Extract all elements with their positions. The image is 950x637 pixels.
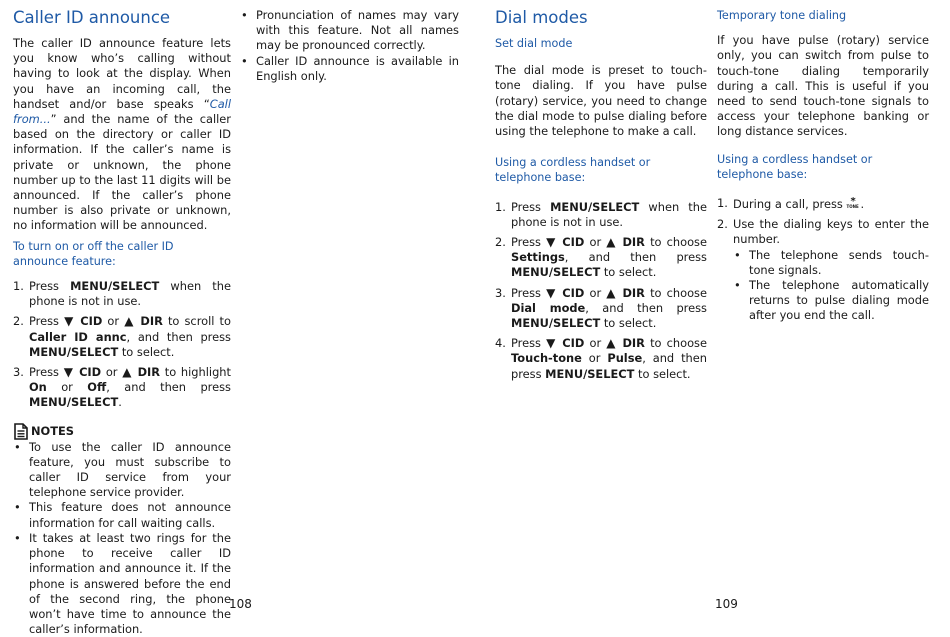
step-key: DIR bbox=[617, 235, 645, 250]
step-text: During a call, press bbox=[733, 197, 847, 212]
step-key: MENU/SELECT bbox=[511, 316, 601, 331]
step-text: to select. bbox=[600, 316, 657, 331]
step-option: Touch-tone bbox=[511, 351, 582, 366]
subheading-using: Using a cordless handset or telephone base: bbox=[495, 156, 651, 185]
step-text: or bbox=[102, 314, 125, 329]
right-page-column-2 bbox=[717, 8, 929, 324]
step-text: , and then press bbox=[126, 329, 231, 344]
subheading-set-dial-mode: Set dial mode bbox=[495, 37, 573, 50]
step-key: CID bbox=[556, 235, 585, 250]
step-text: Press bbox=[29, 314, 65, 329]
step-text: , and then press bbox=[564, 250, 707, 265]
down-arrow-icon: ▼ bbox=[546, 336, 557, 351]
step-item bbox=[13, 314, 231, 360]
notes-icon bbox=[13, 423, 29, 440]
step-text: to choose bbox=[644, 235, 707, 250]
step-text: Press bbox=[29, 365, 64, 380]
step-key: DIR bbox=[134, 314, 163, 329]
intro-paragraph bbox=[13, 36, 231, 234]
note-text: Pronunciation of names may vary with this feature. Not all names may be pronounced correctly. bbox=[256, 8, 459, 53]
step-text: , and then press bbox=[585, 300, 707, 315]
step-text: or bbox=[46, 380, 88, 395]
bullet-text: The telephone automatically returns to pulse dialing mode after you end the call. bbox=[749, 278, 929, 323]
step-text: to select. bbox=[118, 344, 175, 359]
step-text: Use the dialing keys to enter the number. bbox=[733, 217, 929, 247]
left-page-column-1 bbox=[13, 8, 231, 637]
step-menu-item: Caller ID annc bbox=[29, 329, 127, 344]
step-key: DIR bbox=[617, 336, 645, 351]
notes-list bbox=[13, 440, 231, 637]
note-text: This feature does not announce information for call waiting calls. bbox=[29, 500, 231, 530]
bullet: • bbox=[14, 500, 21, 515]
bullet: • bbox=[241, 53, 248, 68]
down-arrow-icon: ▼ bbox=[64, 314, 75, 329]
page-number-left: 108 bbox=[229, 597, 252, 611]
step-text: to choose bbox=[644, 285, 707, 300]
intro-text-2: ” and the name of the caller based on the directory or caller ID information. If the caller’s name is private or unknown, the phone number up to the last 11 digits will be announced. If the caller’s phone number is also private or unknown, no information will be announced. bbox=[13, 112, 231, 233]
step-key: MENU/SELECT bbox=[29, 395, 119, 410]
up-arrow-icon: ▲ bbox=[606, 336, 618, 351]
step-option: Off bbox=[87, 380, 107, 395]
step-number: 2. bbox=[495, 235, 506, 250]
bullet: • bbox=[14, 530, 21, 545]
step-number: 1. bbox=[495, 199, 506, 214]
bullet: • bbox=[241, 8, 248, 22]
note-item bbox=[13, 440, 231, 501]
step-item bbox=[13, 279, 231, 309]
up-arrow-icon: ▲ bbox=[606, 285, 618, 300]
up-arrow-icon: ▲ bbox=[606, 235, 618, 250]
step-text: or bbox=[584, 235, 607, 250]
step-key: MENU/SELECT bbox=[550, 199, 640, 214]
step-key: MENU/SELECT bbox=[511, 265, 601, 280]
notes-label: NOTES bbox=[31, 423, 74, 438]
step-number: 4. bbox=[495, 336, 506, 351]
star-symbol: * bbox=[850, 196, 856, 208]
step-item bbox=[495, 235, 707, 281]
note-item bbox=[13, 531, 231, 637]
step-text: to select. bbox=[634, 366, 691, 381]
step-text: when the phone is not in use. bbox=[511, 199, 707, 229]
step-text: to scroll to bbox=[162, 314, 231, 329]
step-text: Press bbox=[29, 279, 71, 294]
step-key: MENU/SELECT bbox=[545, 366, 635, 381]
page-number-right: 109 bbox=[715, 597, 738, 611]
step-number: 2. bbox=[13, 314, 24, 329]
intro-italic: Call from... bbox=[13, 96, 231, 127]
subheading-using: Using a cordless handset or telephone base: bbox=[717, 152, 873, 181]
step-text: or bbox=[581, 351, 608, 366]
note-text: To use the caller ID announce feature, you must subscribe to caller ID service from your telephone service provider. bbox=[29, 439, 231, 500]
subheading: To turn on or off the caller ID announce feature: bbox=[13, 239, 174, 268]
note-item bbox=[13, 500, 231, 530]
note-item bbox=[240, 8, 459, 54]
step-item bbox=[495, 286, 707, 332]
step-text: Press bbox=[511, 285, 547, 300]
step-key: CID bbox=[556, 285, 585, 300]
note-text: Caller ID announce is available in English only. bbox=[256, 53, 459, 83]
step-key: MENU/SELECT bbox=[70, 279, 160, 294]
step-item bbox=[495, 200, 707, 230]
bullet: • bbox=[14, 439, 21, 454]
down-arrow-icon: ▼ bbox=[546, 235, 557, 250]
step-option: On bbox=[29, 380, 47, 395]
subheading-temporary-tone: Temporary tone dialing bbox=[717, 9, 847, 22]
step-number: 1. bbox=[717, 196, 728, 211]
down-arrow-icon: ▼ bbox=[546, 285, 557, 300]
step-key: CID bbox=[74, 365, 102, 380]
page-title: Caller ID announce bbox=[13, 8, 171, 27]
intro-text-1: The caller ID announce feature lets you know who’s calling without having to look at the display. When you have an incoming call, the handset and/or base speaks “ bbox=[13, 36, 231, 111]
step-text: Press bbox=[511, 235, 547, 250]
steps-list bbox=[13, 279, 231, 411]
step-text: Press bbox=[511, 199, 551, 214]
sub-bullets bbox=[733, 248, 929, 324]
step-text: . bbox=[860, 197, 865, 212]
step-key: MENU/SELECT bbox=[29, 344, 119, 359]
temp-steps-list bbox=[717, 196, 929, 324]
note-text: It takes at least two rings for the phone to receive caller ID information and announce it. If the phone is answered before the end of the second ring, the phone won’t have time to announce the caller’s information. bbox=[29, 530, 231, 637]
set-dial-mode-paragraph: The dial mode is preset to touch-tone dialing. If you have pulse (rotary) service, you need to change the dial mode to pulse dialing before using the telephone to make a call. bbox=[495, 63, 707, 139]
notes-list-continued bbox=[240, 8, 459, 84]
step-key: CID bbox=[74, 314, 103, 329]
step-number: 3. bbox=[495, 285, 506, 300]
bullet-item bbox=[733, 248, 929, 278]
step-number: 2. bbox=[717, 217, 728, 232]
page-title: Dial modes bbox=[495, 8, 588, 27]
step-text: , and then press bbox=[511, 351, 707, 381]
step-item bbox=[13, 365, 231, 411]
up-arrow-icon: ▲ bbox=[124, 314, 135, 329]
notes-heading bbox=[13, 423, 231, 440]
right-page-column-1 bbox=[495, 8, 707, 382]
step-number: 1. bbox=[13, 279, 24, 294]
up-arrow-icon: ▲ bbox=[122, 365, 133, 380]
step-text: when the phone is not in use. bbox=[29, 279, 231, 309]
step-text: to select. bbox=[600, 265, 657, 280]
step-item bbox=[717, 217, 929, 323]
step-text: or bbox=[584, 336, 607, 351]
step-text: or bbox=[584, 285, 607, 300]
step-key: DIR bbox=[132, 365, 161, 380]
step-key: CID bbox=[556, 336, 585, 351]
step-item bbox=[717, 196, 929, 212]
note-item bbox=[240, 54, 459, 84]
bullet-text: The telephone sends touch-tone signals. bbox=[749, 247, 929, 277]
step-key: DIR bbox=[617, 285, 645, 300]
step-text: Press bbox=[511, 336, 547, 351]
left-page-column-2 bbox=[240, 8, 459, 84]
down-arrow-icon: ▼ bbox=[63, 365, 75, 380]
bullet: • bbox=[734, 278, 741, 293]
bullet-item bbox=[733, 278, 929, 324]
step-text: to highlight bbox=[160, 365, 231, 380]
tone-label: TONE bbox=[846, 204, 859, 210]
bullet: • bbox=[734, 247, 741, 262]
step-menu-item: Settings bbox=[511, 250, 565, 265]
step-menu-item: Dial mode bbox=[511, 300, 586, 315]
steps-list bbox=[495, 200, 707, 382]
tone-key-icon bbox=[846, 196, 860, 210]
step-text: . bbox=[118, 395, 122, 410]
step-text: to choose bbox=[644, 336, 707, 351]
step-item bbox=[495, 336, 707, 382]
step-option: Pulse bbox=[607, 351, 643, 366]
step-number: 3. bbox=[13, 365, 24, 380]
step-text: or bbox=[101, 365, 123, 380]
temporary-tone-paragraph: If you have pulse (rotary) service only, you can switch from pulse to touch-tone dialing temporarily during a call. This is useful if you need to send touch-tone signals to access your telephone banking or long distance services. bbox=[717, 33, 929, 139]
step-text: , and then press bbox=[106, 380, 231, 395]
